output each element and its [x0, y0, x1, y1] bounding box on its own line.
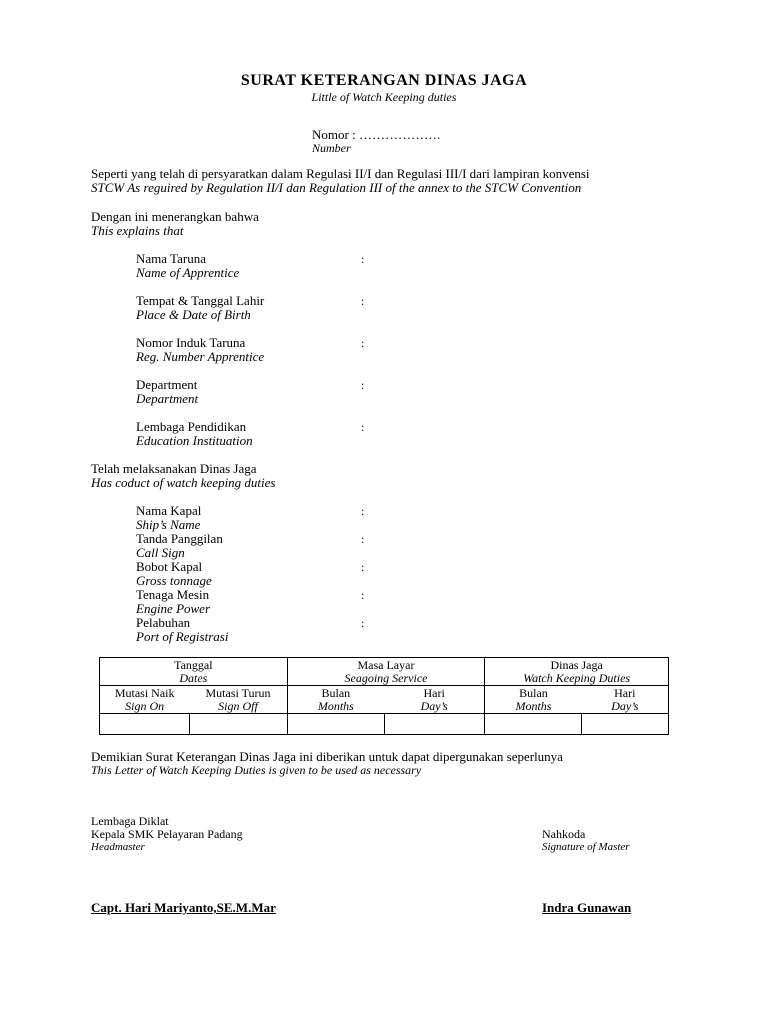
field-label-id: Tempat & Tanggal Lahir: [136, 293, 265, 308]
table-subheader: Mutasi Naik Sign On: [100, 686, 190, 714]
field-colon: :: [361, 378, 365, 392]
table-cell: [384, 714, 485, 735]
table-cell: [100, 714, 190, 735]
table-group-header: Masa Layar Seagoing Service: [287, 658, 485, 686]
document-title: SURAT KETERANGAN DINAS JAGA: [240, 72, 528, 89]
ship-field-label-en: Gross tonnage: [136, 573, 212, 588]
ship-field-colon: :: [361, 616, 365, 630]
table-group-header: Dinas Jaga Watch Keeping Duties: [485, 658, 669, 686]
nomor-sub: Number: [312, 141, 351, 155]
table-subheader: Hari Day’s: [384, 686, 485, 714]
table-cell: [485, 714, 582, 735]
intro-en: STCW As reguired by Regulation II/I dan Regulation III of the annex to the STCW Convention: [91, 180, 582, 195]
watch-keeping-table: [99, 657, 669, 735]
closing-id: Demikian Surat Keterangan Dinas Jaga ini diberikan untuk dapat dipergunakan seperlunya: [91, 749, 563, 764]
document-subtitle: Little of Watch Keeping duties: [311, 90, 457, 104]
explains-en: This explains that: [91, 223, 184, 238]
ship-field-label-id: Nama Kapal: [136, 503, 202, 518]
conducted-en: Has coduct of watch keeping duties: [91, 475, 276, 490]
left-signatory-name: Capt. Hari Mariyanto,SE.M.Mar: [91, 900, 276, 915]
conducted-id: Telah melaksanakan Dinas Jaga: [91, 461, 257, 476]
table-cell: [582, 714, 669, 735]
right-sign-role: Signature of Master: [542, 841, 630, 853]
left-sign-role: Headmaster: [91, 841, 145, 853]
ship-field-colon: :: [361, 588, 365, 602]
field-label-en: Education Instituation: [136, 433, 253, 448]
ship-field-label-en: Call Sign: [136, 545, 185, 560]
right-signatory-name: Indra Gunawan: [542, 900, 632, 915]
table-subheader: Mutasi Turun Sign Off: [189, 686, 287, 714]
ship-field-label-en: Port of Registrasi: [136, 629, 229, 644]
ship-field-colon: :: [361, 504, 365, 518]
table-subheader: Hari Day’s: [582, 686, 669, 714]
intro-id: Seperti yang telah di persyaratkan dalam Regulasi II/I dan Regulasi III/I dari lampiran konvensi: [91, 166, 590, 181]
table-subheader: Bulan Months: [287, 686, 384, 714]
ship-field-label-id: Bobot Kapal: [136, 559, 203, 574]
field-colon: :: [361, 336, 365, 350]
explains-id: Dengan ini menerangkan bahwa: [91, 209, 259, 224]
field-colon: :: [361, 252, 365, 266]
left-sign-line2: Kepala SMK Pelayaran Padang: [91, 827, 243, 841]
ship-field-colon: :: [361, 560, 365, 574]
ship-field-label-id: Tanda Panggilan: [136, 531, 223, 546]
nomor-label: Nomor: [312, 127, 349, 142]
ship-field-label-id: Tenaga Mesin: [136, 587, 210, 602]
table-subheader: Bulan Months: [485, 686, 582, 714]
ship-field-colon: :: [361, 532, 365, 546]
ship-field-label-en: Engine Power: [136, 601, 211, 616]
field-colon: :: [361, 420, 365, 434]
nomor-value: : ……………….: [352, 127, 441, 142]
field-label-id: Department: [136, 377, 198, 392]
field-colon: :: [361, 294, 365, 308]
right-sign-line1: Nahkoda: [542, 827, 586, 841]
field-label-en: Department: [136, 391, 199, 406]
field-label-id: Nomor Induk Taruna: [136, 335, 246, 350]
closing-en: This Letter of Watch Keeping Duties is given to be used as necessary: [91, 763, 422, 777]
table-cell: [287, 714, 384, 735]
ship-field-label-id: Pelabuhan: [136, 615, 191, 630]
left-sign-line1: Lembaga Diklat: [91, 814, 169, 828]
table-group-header: Tanggal Dates: [100, 658, 288, 686]
field-label-en: Name of Apprentice: [136, 265, 240, 280]
field-label-en: Reg. Number Apprentice: [136, 349, 265, 364]
field-label-id: Nama Taruna: [136, 251, 206, 266]
field-label-id: Lembaga Pendidikan: [136, 419, 247, 434]
field-label-en: Place & Date of Birth: [136, 307, 251, 322]
table-cell: [189, 714, 287, 735]
ship-field-label-en: Ship’s Name: [136, 517, 201, 532]
